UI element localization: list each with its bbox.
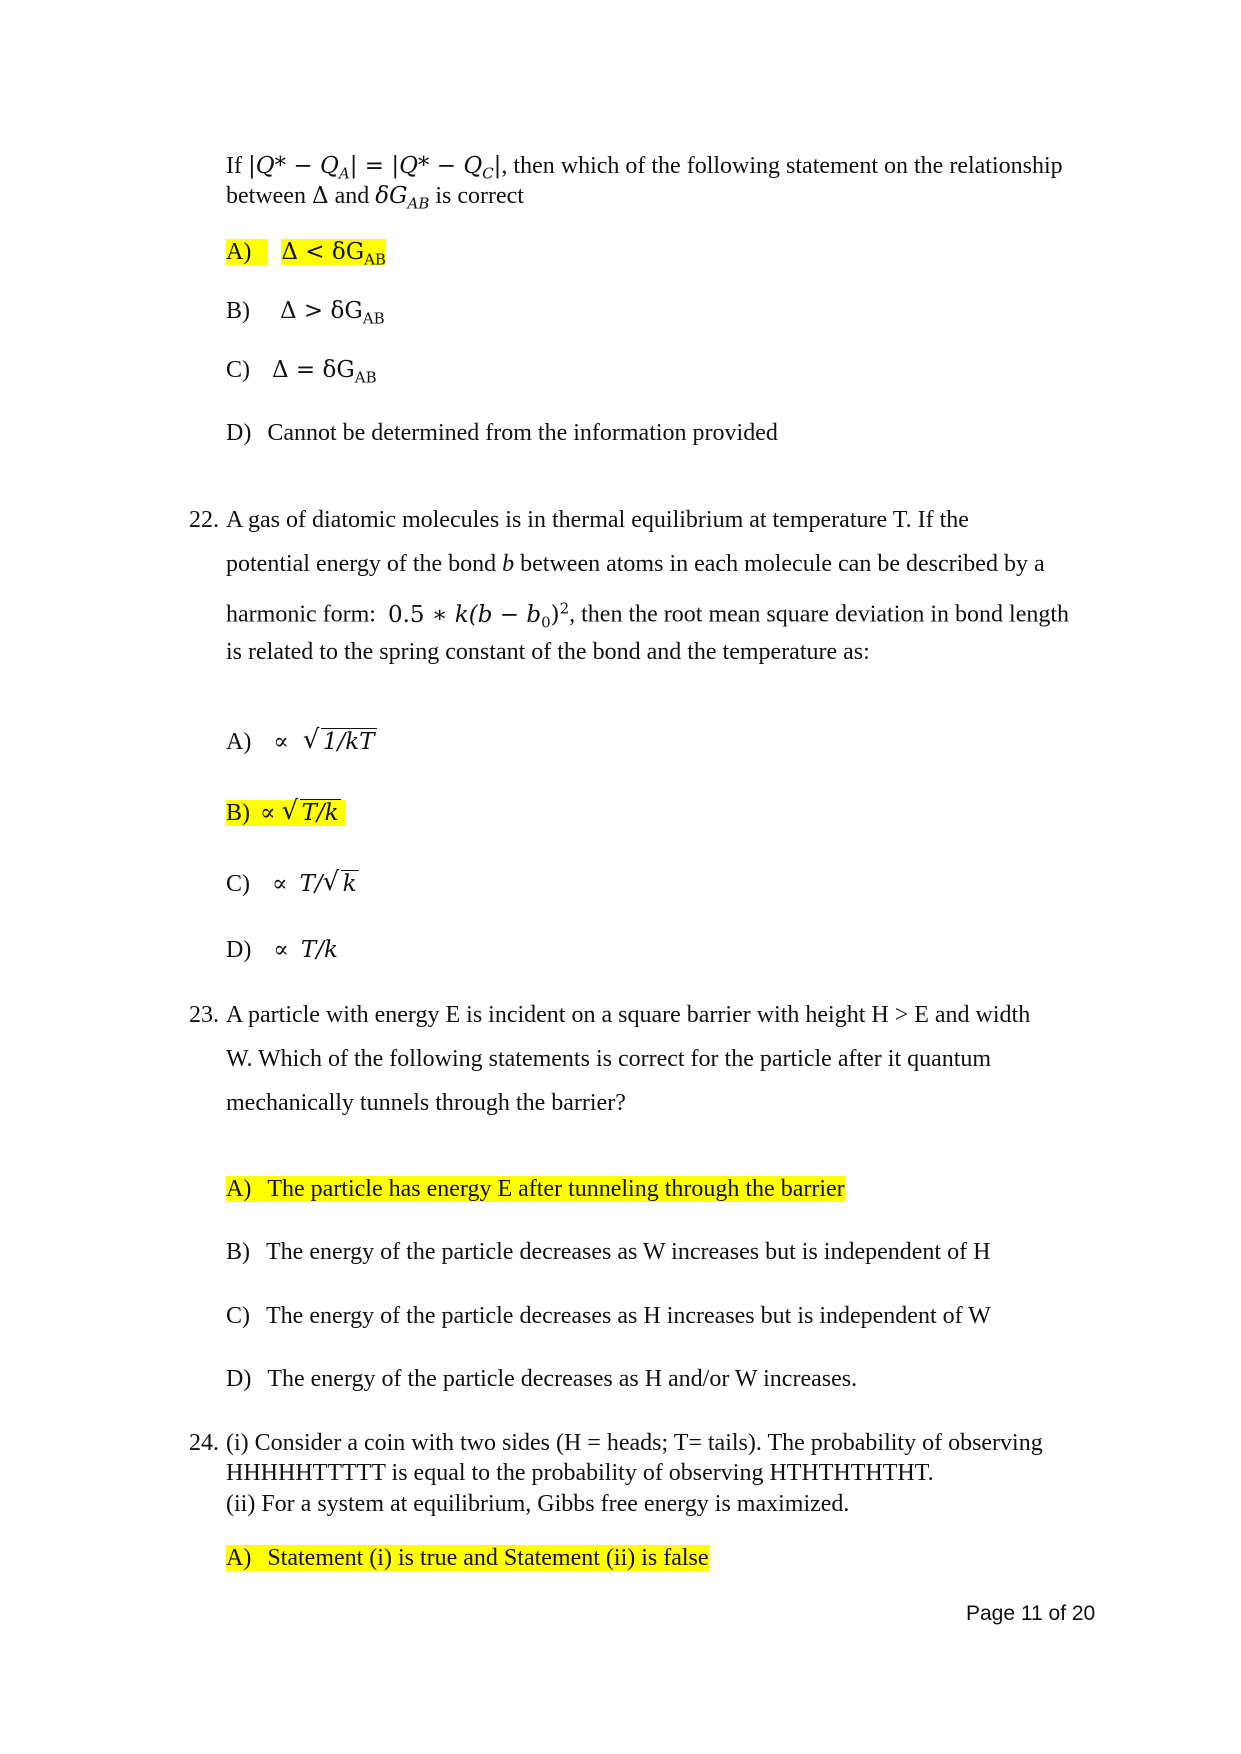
math-text: |: [493, 153, 502, 179]
radicand: k: [342, 871, 357, 897]
square-root: [323, 869, 359, 899]
text-fragment: , then which of the following statement on the relationship: [501, 153, 1063, 179]
q21-option-d: [226, 418, 778, 448]
square-root: [303, 727, 377, 757]
math-sub: AB: [407, 194, 430, 213]
q21-stem-line-2: [226, 181, 524, 219]
radicand: T/k: [301, 800, 339, 826]
option-letter: A): [226, 239, 252, 265]
math-fragment: [387, 599, 570, 632]
page-number: Page 11 of 20: [966, 1602, 1096, 1625]
math-text: T/k: [300, 937, 338, 963]
math-sub: C: [482, 164, 494, 183]
q22-option-c: [226, 869, 359, 899]
math-text: Δ >: [280, 298, 324, 324]
option-letter: A): [226, 1176, 252, 1202]
text-fragment: If: [226, 153, 248, 179]
option-letter: B): [226, 1239, 250, 1265]
q22-option-b: [226, 798, 345, 828]
option-text: The energy of the particle decreases as W increases but is independent of H: [266, 1239, 991, 1265]
q24-option-a: [226, 1543, 709, 1573]
math-text: Δ: [311, 183, 329, 209]
q22-option-a: [226, 727, 377, 757]
radical-icon: √: [322, 867, 340, 897]
text-fragment: harmonic form:: [226, 601, 376, 628]
question-number: 24.: [189, 1430, 219, 1456]
math-text: Δ <: [281, 239, 325, 265]
math-text: δG: [322, 357, 355, 383]
q23-option-b: [226, 1237, 990, 1267]
answer-highlight: [281, 239, 386, 269]
answer-highlight: [226, 1176, 267, 1202]
option-text: The energy of the particle decreases as H increases but is independent of W: [266, 1303, 991, 1329]
q23-stem-line-2: W. Which of the following statements is correct for the particle after it quantum: [226, 1046, 992, 1072]
proportional-symbol: ∝: [273, 729, 289, 755]
q22-option-d: [226, 935, 338, 965]
math-text: δG: [330, 298, 363, 324]
option-letter: C): [226, 871, 250, 897]
q23-option-a: [226, 1174, 845, 1204]
math-sup: 2: [559, 599, 570, 617]
math-text: δG: [375, 183, 408, 209]
math-text: T/: [299, 871, 323, 897]
math-fragment: [280, 298, 385, 328]
math-sub: AB: [362, 309, 385, 328]
math-var: k: [454, 601, 469, 628]
q23-stem-line-3: mechanically tunnels through the barrier?: [226, 1090, 626, 1116]
option-text: Statement (i) is true and Statement (ii) is false: [267, 1545, 709, 1571]
q21-option-c: [226, 355, 377, 393]
option-text: The particle has energy E after tunneling through the barrier: [267, 1176, 845, 1202]
text-fragment: and: [328, 183, 376, 209]
option-text: Cannot be determined from the information provided: [267, 420, 778, 446]
answer-highlight: [226, 1545, 709, 1571]
math-sub: AB: [354, 368, 377, 387]
math-sub: 0: [541, 613, 551, 632]
math-text: 0.5 ∗: [387, 601, 455, 628]
option-letter: B): [226, 298, 250, 324]
q22-stem-line-3: [226, 593, 1069, 637]
option-letter: B): [226, 800, 250, 826]
option-letter: C): [226, 357, 250, 383]
math-fragment: [375, 183, 430, 213]
math-text: ): [550, 601, 560, 628]
text-fragment: potential energy of the bond: [226, 551, 497, 577]
q21-option-a: [226, 237, 386, 275]
math-sub: A: [338, 164, 350, 183]
option-letter: A): [226, 729, 252, 755]
radicand: 1/kT: [322, 729, 375, 755]
text-fragment: , then the root mean square deviation in bond length: [569, 601, 1070, 628]
q23-option-d: [226, 1364, 857, 1394]
proportional-symbol: ∝: [272, 871, 288, 897]
option-letter: D): [226, 1366, 252, 1392]
radical-icon: √: [281, 796, 299, 826]
math-fragment: [272, 357, 377, 387]
math-text: |Q* − Q: [247, 153, 339, 179]
option-letter: C): [226, 1303, 250, 1329]
radical-icon: √: [302, 725, 320, 755]
math-sub: AB: [364, 250, 386, 269]
proportional-symbol: ∝: [273, 937, 289, 963]
q22-stem-line-2: [226, 549, 1045, 579]
text-fragment: is correct: [429, 183, 524, 209]
q23-option-c: [226, 1301, 991, 1331]
option-letter: D): [226, 420, 252, 446]
question-number: 23.: [189, 1002, 219, 1028]
q21-option-b: [226, 296, 385, 334]
math-text: (b − b: [468, 601, 542, 628]
math-text: Δ =: [272, 357, 316, 383]
square-root: [282, 798, 341, 828]
answer-highlight: [226, 796, 345, 826]
q24-stem-line-2: HHHHHTTTTT is equal to the probability of observing HTHTHTHTHT.: [226, 1460, 934, 1486]
math-var: b: [502, 551, 515, 577]
q22-stem-line-1: A gas of diatomic molecules is in thermal equilibrium at temperature T. If the: [226, 507, 969, 533]
math-fragment: [247, 153, 502, 183]
option-letter: A): [226, 1545, 252, 1571]
q22-stem-line-4: is related to the spring constant of the bond and the temperature as:: [226, 639, 870, 665]
answer-highlight: [226, 239, 267, 265]
proportional-symbol: ∝: [260, 800, 276, 826]
text-fragment: between: [226, 183, 312, 209]
math-text: δG: [331, 239, 365, 265]
q23-stem-line-1: A particle with energy E is incident on a square barrier with height H > E and width: [226, 1002, 1031, 1028]
question-number: 22.: [189, 507, 219, 533]
math-text: | = |Q* − Q: [349, 153, 483, 179]
q24-stem-line-3: (ii) For a system at equilibrium, Gibbs free energy is maximized.: [226, 1491, 850, 1517]
q24-stem-line-1: (i) Consider a coin with two sides (H = heads; T= tails). The probability of observing: [226, 1430, 1043, 1456]
option-letter: D): [226, 937, 252, 963]
option-text: The energy of the particle decreases as H and/or W increases.: [267, 1366, 858, 1392]
text-fragment: between atoms in each molecule can be described by a: [520, 551, 1045, 577]
